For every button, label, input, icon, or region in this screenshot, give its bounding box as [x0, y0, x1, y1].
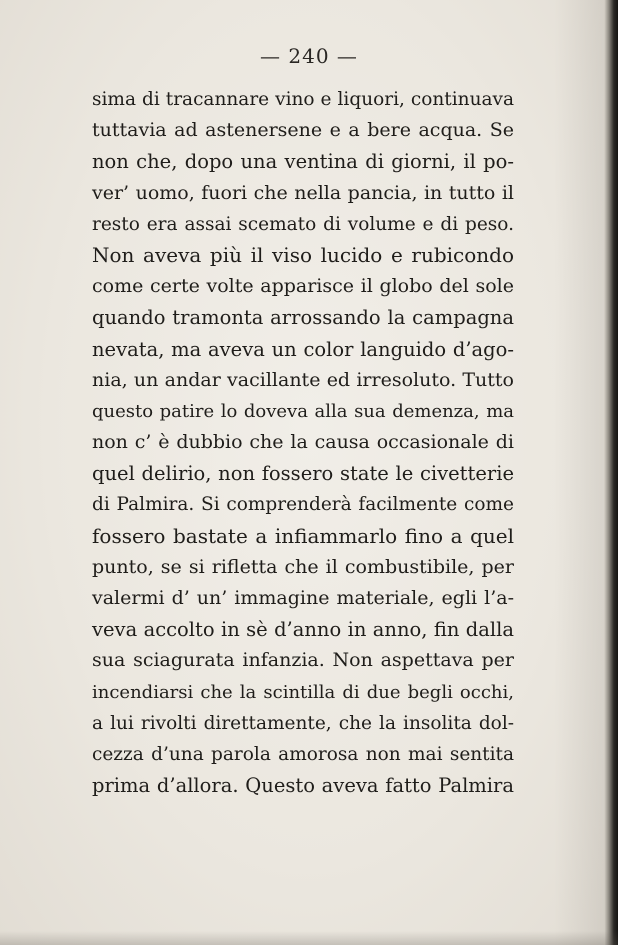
text-line: Non aveva più il viso lucido e rubicondo — [92, 242, 514, 267]
page-number: — 240 — — [260, 44, 358, 68]
gutter-shadow — [554, 0, 604, 945]
text-line: come certe volte apparisce il globo del sole — [92, 275, 514, 298]
text-line: veva accolto in sè d’anno in anno, fin dalla — [92, 618, 514, 642]
page-bottom-edge — [0, 931, 618, 945]
text-line: sua sciagurata infanzia. Non aspettava per — [92, 649, 514, 672]
text-line: prima d’allora. Questo aveva fatto Palmira — [92, 774, 514, 798]
book-spine-edge — [604, 0, 618, 945]
text-line: non c’ è dubbio che la causa occasionale di — [92, 431, 514, 454]
body-text — [92, 84, 514, 801]
text-line: tuttavia ad astenersene e a bere acqua. Se — [92, 119, 514, 142]
text-line: nia, un andar vacillante ed irresoluto. Tutto — [92, 368, 514, 391]
text-line: sima di tracannare vino e liquori, continuava — [92, 89, 514, 110]
text-line: questo patire lo doveva alla sua demenza, ma — [92, 400, 514, 422]
text-line: incendiarsi che la scintilla di due begli occhi, — [92, 681, 514, 703]
text-line: a lui rivolti direttamente, che la insolita dol- — [92, 712, 514, 734]
text-line: resto era assai scemato di volume e di peso. — [92, 213, 514, 235]
text-line: quel delirio, non fossero state le civetterie — [92, 462, 514, 486]
text-line: punto, se si rifletta che il combustibile, per — [92, 555, 514, 578]
text-line: non che, dopo una ventina di giorni, il po- — [92, 150, 514, 174]
text-line: di Palmira. Si comprenderà facilmente come — [92, 494, 514, 516]
text-line: ver’ uomo, fuori che nella pancia, in tutto il — [92, 181, 514, 204]
text-line: fossero bastate a infiammarlo fino a quel — [92, 523, 514, 548]
text-line: nevata, ma aveva un color languido d’ago- — [92, 337, 514, 361]
text-line: valermi d’ un’ immagine materiale, egli l’a- — [92, 587, 514, 609]
text-line: quando tramonta arrossando la campagna — [92, 306, 514, 330]
text-line: cezza d’una parola amorosa non mai sentita — [92, 743, 514, 765]
